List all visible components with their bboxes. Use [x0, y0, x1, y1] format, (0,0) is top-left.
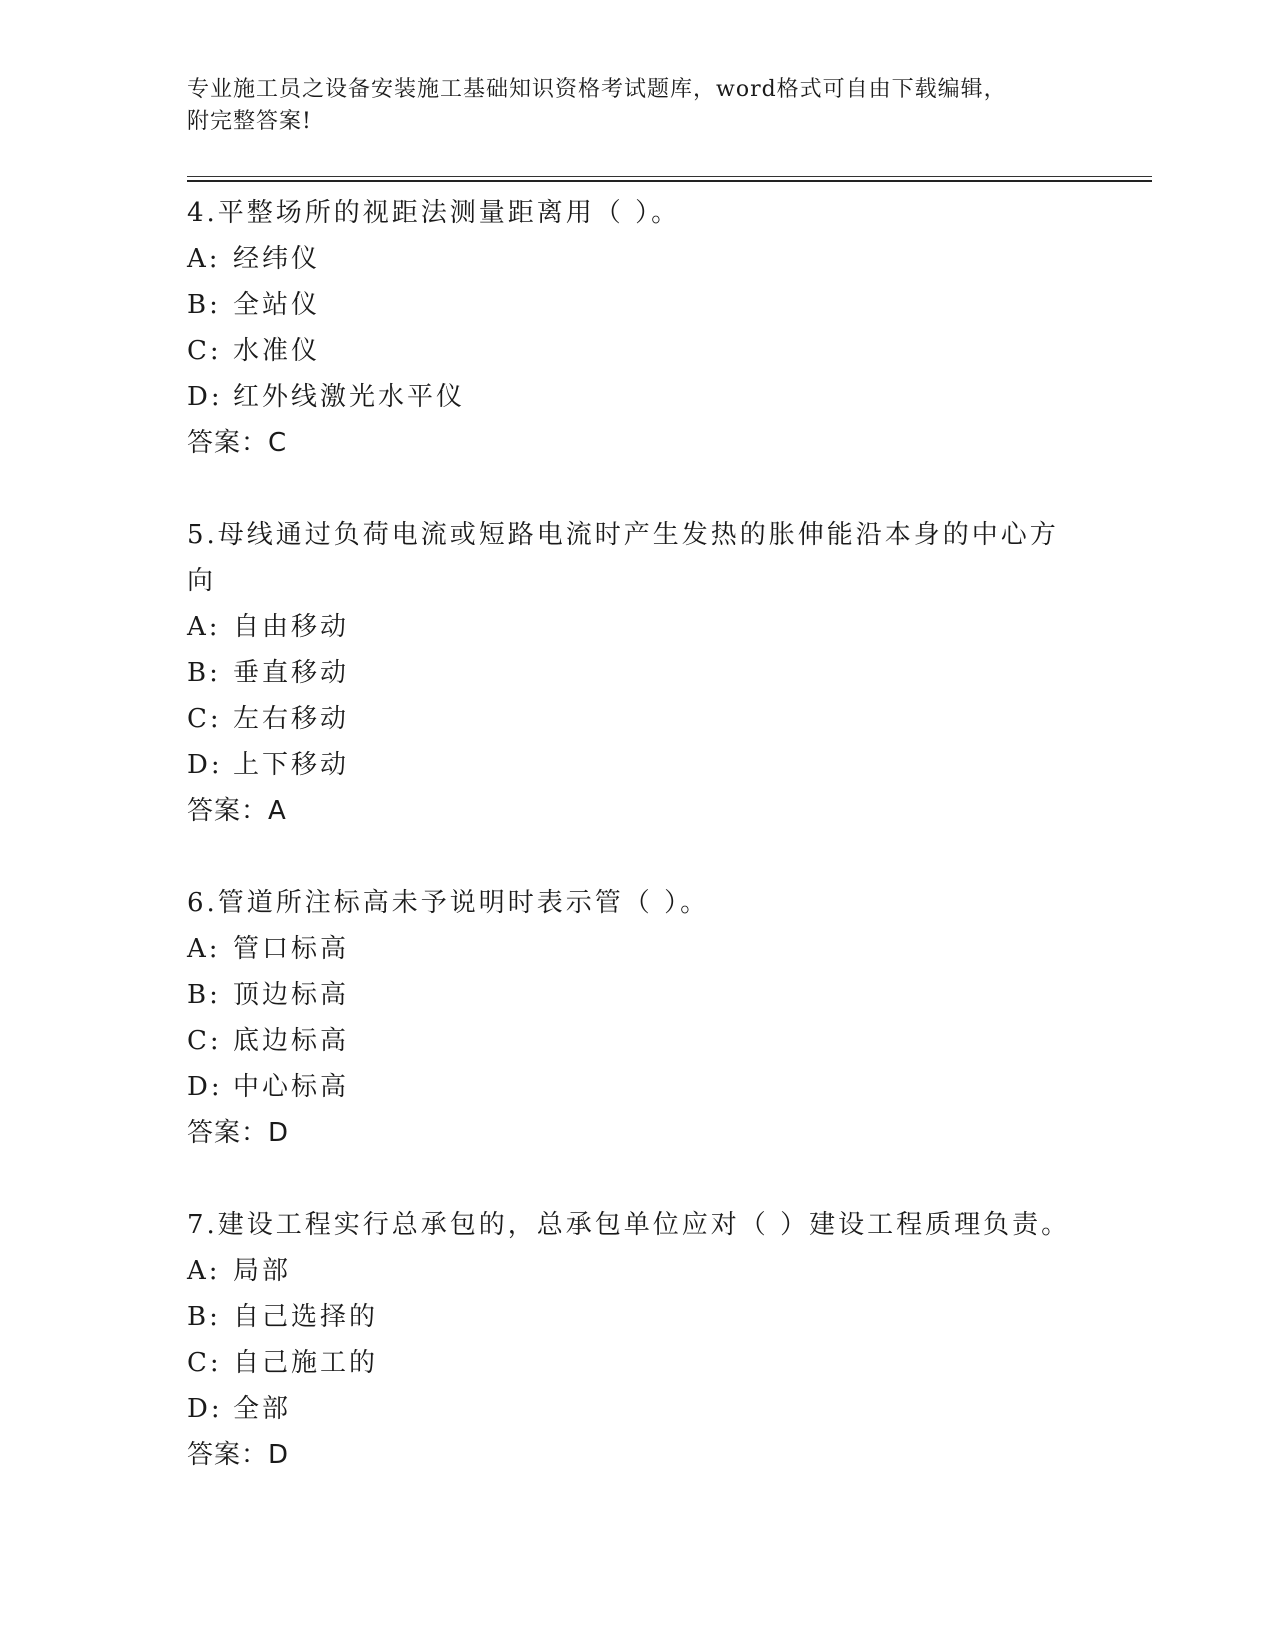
option-text: 垂直移动	[233, 658, 350, 688]
option-b	[187, 282, 1087, 328]
question-stem: 7.建设工程实行总承包的，总承包单位应对（ ）建设工程质理负责。	[187, 1210, 1071, 1240]
option-d	[187, 374, 1087, 420]
answer-line: 答案：D	[187, 1440, 290, 1470]
option-text: 局部	[233, 1256, 292, 1286]
option-text: 左右移动	[233, 704, 350, 734]
option-text: 中心标高	[233, 1072, 350, 1102]
option-text: 水准仪	[233, 336, 321, 366]
option-letter: D:	[187, 382, 223, 412]
option-letter: C:	[187, 336, 222, 366]
question-stem: 6.管道所注标高未予说明时表示管（ ）。	[187, 888, 710, 918]
question-4	[187, 190, 1087, 466]
option-a	[187, 604, 1087, 650]
option-letter: D:	[187, 1072, 223, 1102]
option-text: 上下移动	[233, 750, 350, 780]
question-5	[187, 512, 1087, 834]
option-letter: D:	[187, 750, 223, 780]
option-text: 红外线激光水平仪	[233, 382, 466, 412]
option-letter: A:	[187, 934, 221, 964]
option-d	[187, 1064, 1087, 1110]
option-text: 自由移动	[233, 612, 350, 642]
option-letter: C:	[187, 1026, 222, 1056]
header-line-1: 专业施工员之设备安装施工基础知识资格考试题库，word格式可自由下载编辑，	[187, 77, 1007, 102]
option-text: 经纬仪	[233, 244, 321, 274]
option-text: 顶边标高	[233, 980, 350, 1010]
option-d	[187, 742, 1087, 788]
option-letter: B:	[187, 658, 221, 688]
option-c	[187, 328, 1087, 374]
header-divider-thick	[187, 180, 1152, 182]
option-b	[187, 650, 1087, 696]
option-text: 自己选择的	[233, 1302, 379, 1332]
option-letter: B:	[187, 1302, 221, 1332]
question-6	[187, 880, 1087, 1156]
option-letter: B:	[187, 290, 221, 320]
question-stem: 5.母线通过负荷电流或短路电流时产生发热的胀伸能沿本身的中心方向	[187, 520, 1059, 596]
option-text: 管口标高	[233, 934, 350, 964]
document-header	[187, 74, 1087, 138]
option-b	[187, 1294, 1087, 1340]
option-c	[187, 1340, 1087, 1386]
option-letter: B:	[187, 980, 221, 1010]
question-stem: 4.平整场所的视距法测量距离用（ ）。	[187, 198, 681, 228]
header-line-2: 附完整答案!	[187, 109, 312, 134]
header-divider-thin	[187, 176, 1152, 177]
option-text: 自己施工的	[233, 1348, 379, 1378]
option-letter: C:	[187, 704, 222, 734]
option-letter: C:	[187, 1348, 222, 1378]
option-text: 全部	[233, 1394, 292, 1424]
answer-line: 答案：C	[187, 428, 288, 458]
option-letter: D:	[187, 1394, 223, 1424]
question-list	[187, 190, 1087, 1524]
option-c	[187, 1018, 1087, 1064]
answer-line: 答案：D	[187, 1118, 290, 1148]
option-letter: A:	[187, 612, 221, 642]
answer-line: 答案：A	[187, 796, 287, 826]
option-a	[187, 236, 1087, 282]
option-c	[187, 696, 1087, 742]
option-text: 全站仪	[233, 290, 321, 320]
option-text: 底边标高	[233, 1026, 350, 1056]
option-a	[187, 1248, 1087, 1294]
option-d	[187, 1386, 1087, 1432]
option-b	[187, 972, 1087, 1018]
option-letter: A:	[187, 1256, 221, 1286]
question-7	[187, 1202, 1087, 1478]
option-a	[187, 926, 1087, 972]
option-letter: A:	[187, 244, 221, 274]
